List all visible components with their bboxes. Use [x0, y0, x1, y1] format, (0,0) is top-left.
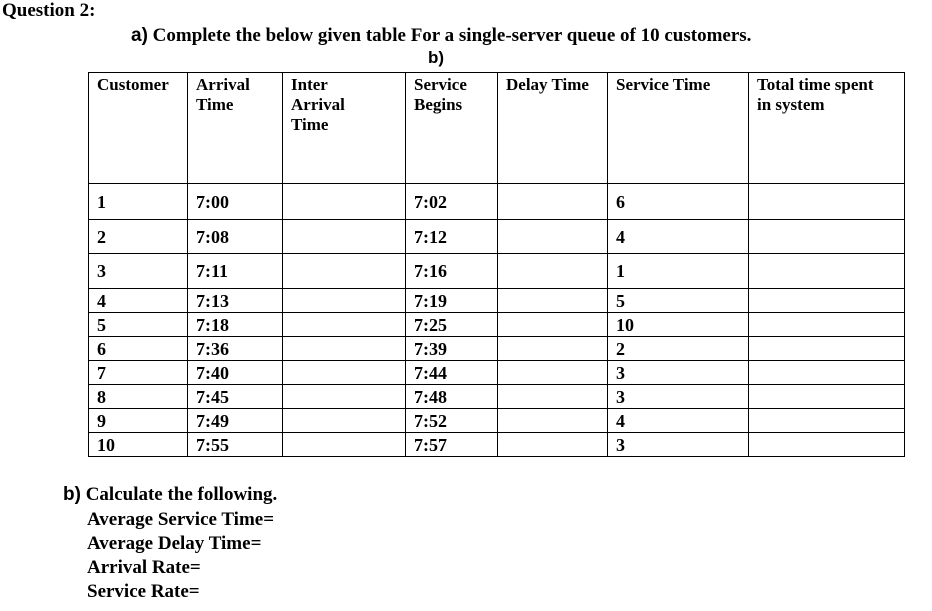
table-row	[89, 337, 905, 361]
cell-customer: 10	[89, 433, 188, 457]
cell-inter-arrival-time	[283, 313, 406, 337]
part-a-text: Complete the below given table For a single-server queue of 10 customers.	[152, 25, 752, 46]
calc-average-delay-time: Average Delay Time=	[87, 533, 262, 554]
cell-service-time: 2	[608, 337, 749, 361]
header-arrival-time: Arrival Time	[188, 73, 283, 184]
cell-customer: 9	[89, 409, 188, 433]
cell-service-begins: 7:12	[406, 220, 498, 254]
table-row	[89, 184, 905, 220]
cell-arrival-time: 7:13	[188, 289, 283, 313]
cell-service-time: 4	[608, 409, 749, 433]
table-row	[89, 254, 905, 289]
cell-service-begins: 7:25	[406, 313, 498, 337]
cell-service-time: 3	[608, 385, 749, 409]
cell-arrival-time: 7:11	[188, 254, 283, 289]
cell-delay-time	[498, 409, 608, 433]
cell-customer: 1	[89, 184, 188, 220]
header-customer: Customer	[89, 73, 188, 184]
cell-customer: 7	[89, 361, 188, 385]
cell-total-time	[749, 184, 905, 220]
calc-service-rate: Service Rate=	[87, 581, 200, 602]
table-row	[89, 385, 905, 409]
cell-total-time	[749, 289, 905, 313]
header-inter-arrival-time: Inter Arrival Time	[283, 73, 406, 184]
table-header-row	[89, 73, 905, 184]
cell-total-time	[749, 385, 905, 409]
cell-service-begins: 7:52	[406, 409, 498, 433]
cell-service-begins: 7:57	[406, 433, 498, 457]
cell-service-time: 10	[608, 313, 749, 337]
cell-service-time: 6	[608, 184, 749, 220]
cell-inter-arrival-time	[283, 184, 406, 220]
calculation-list	[87, 508, 274, 604]
cell-delay-time	[498, 220, 608, 254]
cell-total-time	[749, 361, 905, 385]
table-row	[89, 289, 905, 313]
cell-inter-arrival-time	[283, 220, 406, 254]
cell-service-begins: 7:02	[406, 184, 498, 220]
cell-arrival-time: 7:00	[188, 184, 283, 220]
cell-arrival-time: 7:40	[188, 361, 283, 385]
cell-arrival-time: 7:36	[188, 337, 283, 361]
calc-arrival-rate: Arrival Rate=	[87, 557, 201, 578]
queue-table	[88, 72, 905, 457]
cell-service-begins: 7:39	[406, 337, 498, 361]
cell-customer: 3	[89, 254, 188, 289]
part-b-letter: b)	[63, 484, 81, 505]
cell-customer: 8	[89, 385, 188, 409]
cell-inter-arrival-time	[283, 409, 406, 433]
header-delay-time: Delay Time	[498, 73, 608, 184]
cell-inter-arrival-time	[283, 361, 406, 385]
part-b-heading	[63, 484, 277, 506]
cell-delay-time	[498, 254, 608, 289]
calc-average-service-time: Average Service Time=	[87, 509, 275, 530]
cell-total-time	[749, 433, 905, 457]
cell-customer: 5	[89, 313, 188, 337]
cell-service-begins: 7:19	[406, 289, 498, 313]
cell-delay-time	[498, 385, 608, 409]
cell-arrival-time: 7:18	[188, 313, 283, 337]
cell-delay-time	[498, 313, 608, 337]
cell-total-time	[749, 254, 905, 289]
part-b-text: Calculate the following.	[85, 484, 278, 505]
cell-arrival-time: 7:45	[188, 385, 283, 409]
cell-arrival-time: 7:08	[188, 220, 283, 254]
cell-service-time: 1	[608, 254, 749, 289]
cell-total-time	[749, 313, 905, 337]
cell-inter-arrival-time	[283, 254, 406, 289]
cell-delay-time	[498, 184, 608, 220]
cell-inter-arrival-time	[283, 289, 406, 313]
part-b-marker: b)	[428, 48, 445, 67]
cell-customer: 2	[89, 220, 188, 254]
cell-total-time	[749, 409, 905, 433]
cell-service-time: 4	[608, 220, 749, 254]
cell-total-time	[749, 220, 905, 254]
question-title: Question 2:	[2, 0, 96, 21]
cell-service-begins: 7:16	[406, 254, 498, 289]
header-service-begins: Service Begins	[406, 73, 498, 184]
cell-inter-arrival-time	[283, 385, 406, 409]
cell-delay-time	[498, 433, 608, 457]
cell-customer: 6	[89, 337, 188, 361]
header-total-time: Total time spent in system	[749, 73, 905, 184]
cell-service-begins: 7:44	[406, 361, 498, 385]
table-row	[89, 409, 905, 433]
cell-delay-time	[498, 361, 608, 385]
part-a-letter: a)	[131, 25, 148, 46]
cell-total-time	[749, 337, 905, 361]
part-a-instruction	[131, 25, 751, 47]
header-service-time: Service Time	[608, 73, 749, 184]
table-row	[89, 313, 905, 337]
table-row	[89, 433, 905, 457]
cell-delay-time	[498, 337, 608, 361]
table-row	[89, 361, 905, 385]
cell-service-time: 5	[608, 289, 749, 313]
cell-arrival-time: 7:55	[188, 433, 283, 457]
cell-service-begins: 7:48	[406, 385, 498, 409]
cell-service-time: 3	[608, 433, 749, 457]
cell-inter-arrival-time	[283, 337, 406, 361]
table-row	[89, 220, 905, 254]
cell-customer: 4	[89, 289, 188, 313]
cell-arrival-time: 7:49	[188, 409, 283, 433]
cell-inter-arrival-time	[283, 433, 406, 457]
cell-delay-time	[498, 289, 608, 313]
cell-service-time: 3	[608, 361, 749, 385]
